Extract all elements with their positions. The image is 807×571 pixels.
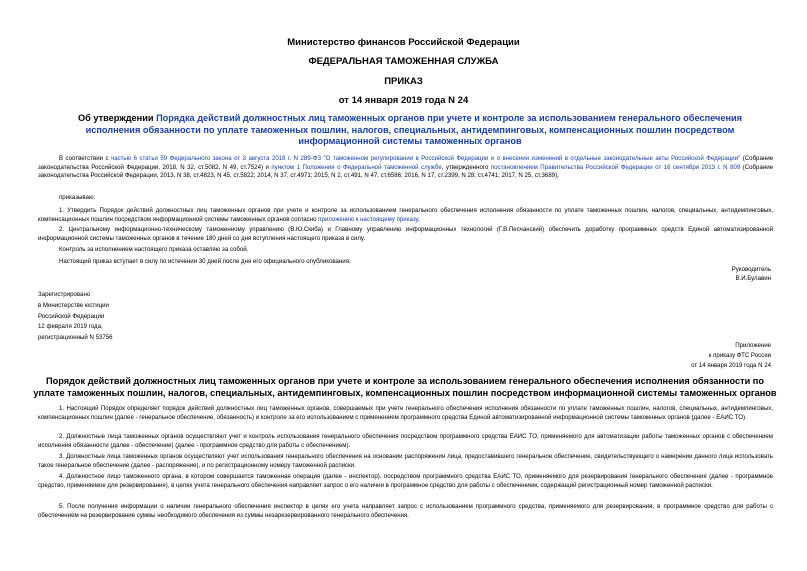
procedure-item-5: 5. После получения информации о наличии генерального обеспечения инспектор в целях его учета направляет запрос с использованием программного средства, применяемого для резервирования, в программное средство для работы с обеспечением на резервирование суммы необходимого обеспечения из суммы незарезервированного генерального обеспечения. <box>38 503 773 519</box>
appendix-link[interactable]: приложению к настоящему приказу <box>318 215 418 223</box>
procedure-link[interactable]: Порядка действий должностных лиц таможенных органов при учете и контроле за использованием генерального обеспечения исполнения обязанности по уплате таможенных пошлин, налогов, специальных, антидемпинговых, компенсационных пошлин посредством информационной системы таможенных органов <box>85 113 742 146</box>
appendix-block <box>691 341 771 371</box>
registration-line-4: 12 февраля 2019 года, <box>38 323 103 331</box>
item-1-text: 1. Утвердить Порядок действий должностных лиц таможенных органов при учете и контроле за использованием генерального обеспечения исполнения обязанности по уплате таможенных пошлин, налогов, специальных, антидемпинговых, компенсационных пошлин посредством информационной системы таможенных органов согласно <box>38 207 773 223</box>
appendix-date: от 14 января 2019 года N 24 <box>691 362 771 369</box>
registration-line-1: Зарегистрировано <box>38 291 91 298</box>
doc-type-heading: ПРИКАЗ <box>384 76 423 87</box>
preamble-text-1: В соответствии с <box>59 155 112 162</box>
signature-role: Руководитель <box>731 266 771 273</box>
order-item-1 <box>38 207 773 224</box>
regulation-link[interactable]: пунктом 1 Положения о Федеральной таможенной службе <box>271 163 442 171</box>
preamble-paragraph <box>38 155 773 181</box>
service-heading: ФЕДЕРАЛЬНАЯ ТАМОЖЕННАЯ СЛУЖБА <box>308 56 499 67</box>
order-item-4: Настоящий приказ вступает в силу по истечении 30 дней после дня его официального опубликования. <box>59 258 351 265</box>
registration-line-3: Российской Федерации <box>38 312 105 320</box>
procedure-item-1: 1. Настоящий Порядок определяет порядок действий должностных лиц таможенных органов, совершаемых при учете генерального обеспечения исполнения обязанности по уплате таможенных пошлин, налогов, специальных, антидемпинговых, компенсационных пошлин (далее - генеральное обеспечение, обязанность) и контроле за его использованием с применением программного средства Единой автоматизированной информационной системы таможенных органов (далее - ЕАИС ТО). <box>38 405 773 421</box>
order-word: приказываю: <box>59 194 96 201</box>
order-item-3: Контроль за исполнением настоящего приказа оставляю за собой. <box>59 246 249 253</box>
order-date-number: от 14 января 2019 года N 24 <box>338 95 469 106</box>
appendix-label: Приложение <box>735 342 771 349</box>
ministry-heading: Министерство финансов Российской Федерации <box>287 37 520 48</box>
appendix-to-order: к приказу ФТС России <box>708 352 771 359</box>
signature-name: В.И.Булавин <box>735 274 771 282</box>
preamble-text-3: , утвержденного <box>441 163 491 171</box>
order-title <box>60 113 760 148</box>
government-decree-link[interactable]: постановлением Правительства Российской Федерации от 16 сентября 2013 г. N 809 <box>490 163 741 171</box>
registration-line-2: в Министерстве юстиции <box>38 301 109 309</box>
order-item-2: 2. Центральному информационно-техническому таможенному управлению (В.Ю.Скиба) и Главному управлению информационных технологий (Г.В.Песчанский) обеспечить доработку программных средств Единой автоматизированной информационной системы таможенных органов в течение 180 дней со дня вступления настоящего приказа в силу. <box>38 226 773 242</box>
signature-block <box>732 266 771 283</box>
preamble-text-4: (Собрание законодательства Российской Федерации, 2013, N 38, ст.4823, N 45, ст.5822; 2014, N 37, ст.4971; 2015, N 2, ст.491, N 47, ст.6586; 2016, N 17, ст.2399, N 28, ст.4741; 2017, N 25, ст.3689), <box>38 163 773 180</box>
procedure-title: Порядок действий должностных лиц таможенных органов при учете и контроле за использованием генерального обеспечения исполнения обязанности по уплате таможенных пошлин, налогов, специальных, антидемпинговых, компенсационных пошлин посредством информационной системы таможенных органов <box>33 376 777 398</box>
registration-line-5: регистрационный N 53756 <box>38 334 113 342</box>
procedure-item-3: 3. Должностные лица таможенных органов осуществляют учет использования генерального обеспечения на основании распоряжения лица, предоставившего генеральное обеспечение, свидетельствующего о намерении данного лица использовать такое генеральное обеспечение (далее - распоряжение), и по регистрационному номеру таможенной расписки. <box>38 453 773 469</box>
procedure-item-2: 2. Должностные лица таможенных органов осуществляют учет и контроль использования генерального обеспечения посредством программного средства ЕАИС ТО, применяемого для автоматизации работы таможенных органов с обеспечением исполнения обязанности (далее - обеспечение) (далее - программное средство для работы с обеспечением). <box>38 433 773 449</box>
preamble-text-2: (Собрание законодательства Российской Федерации, 2018, N 32, ст.5082, N 49, ст.7524) и <box>38 155 773 171</box>
procedure-item-4: 4. Должностное лицо таможенного органа, в котором совершается таможенная операция (далее - инспектор), посредством программного средства ЕАИС ТО, применяемого для резервирования генерального обеспечения (далее - программное средство, применяемое для резервирования), в целях учета генерального обеспечения направляет запрос о его наличии в программное средство для работы с обеспечением, содержащий регистрационный номер таможенной расписки. <box>38 473 773 489</box>
federal-law-link[interactable]: частью 6 статьи 59 Федерального закона от 3 августа 2018 г. N 289-ФЗ "О таможенном регулировании в Российской Федерации и о внесении изменений в отдельные законодательные акты Российской Федерации" <box>111 155 741 162</box>
registration-block <box>38 290 113 344</box>
title-prefix: Об утверждении <box>77 113 157 123</box>
item-1-end: . <box>418 215 420 223</box>
